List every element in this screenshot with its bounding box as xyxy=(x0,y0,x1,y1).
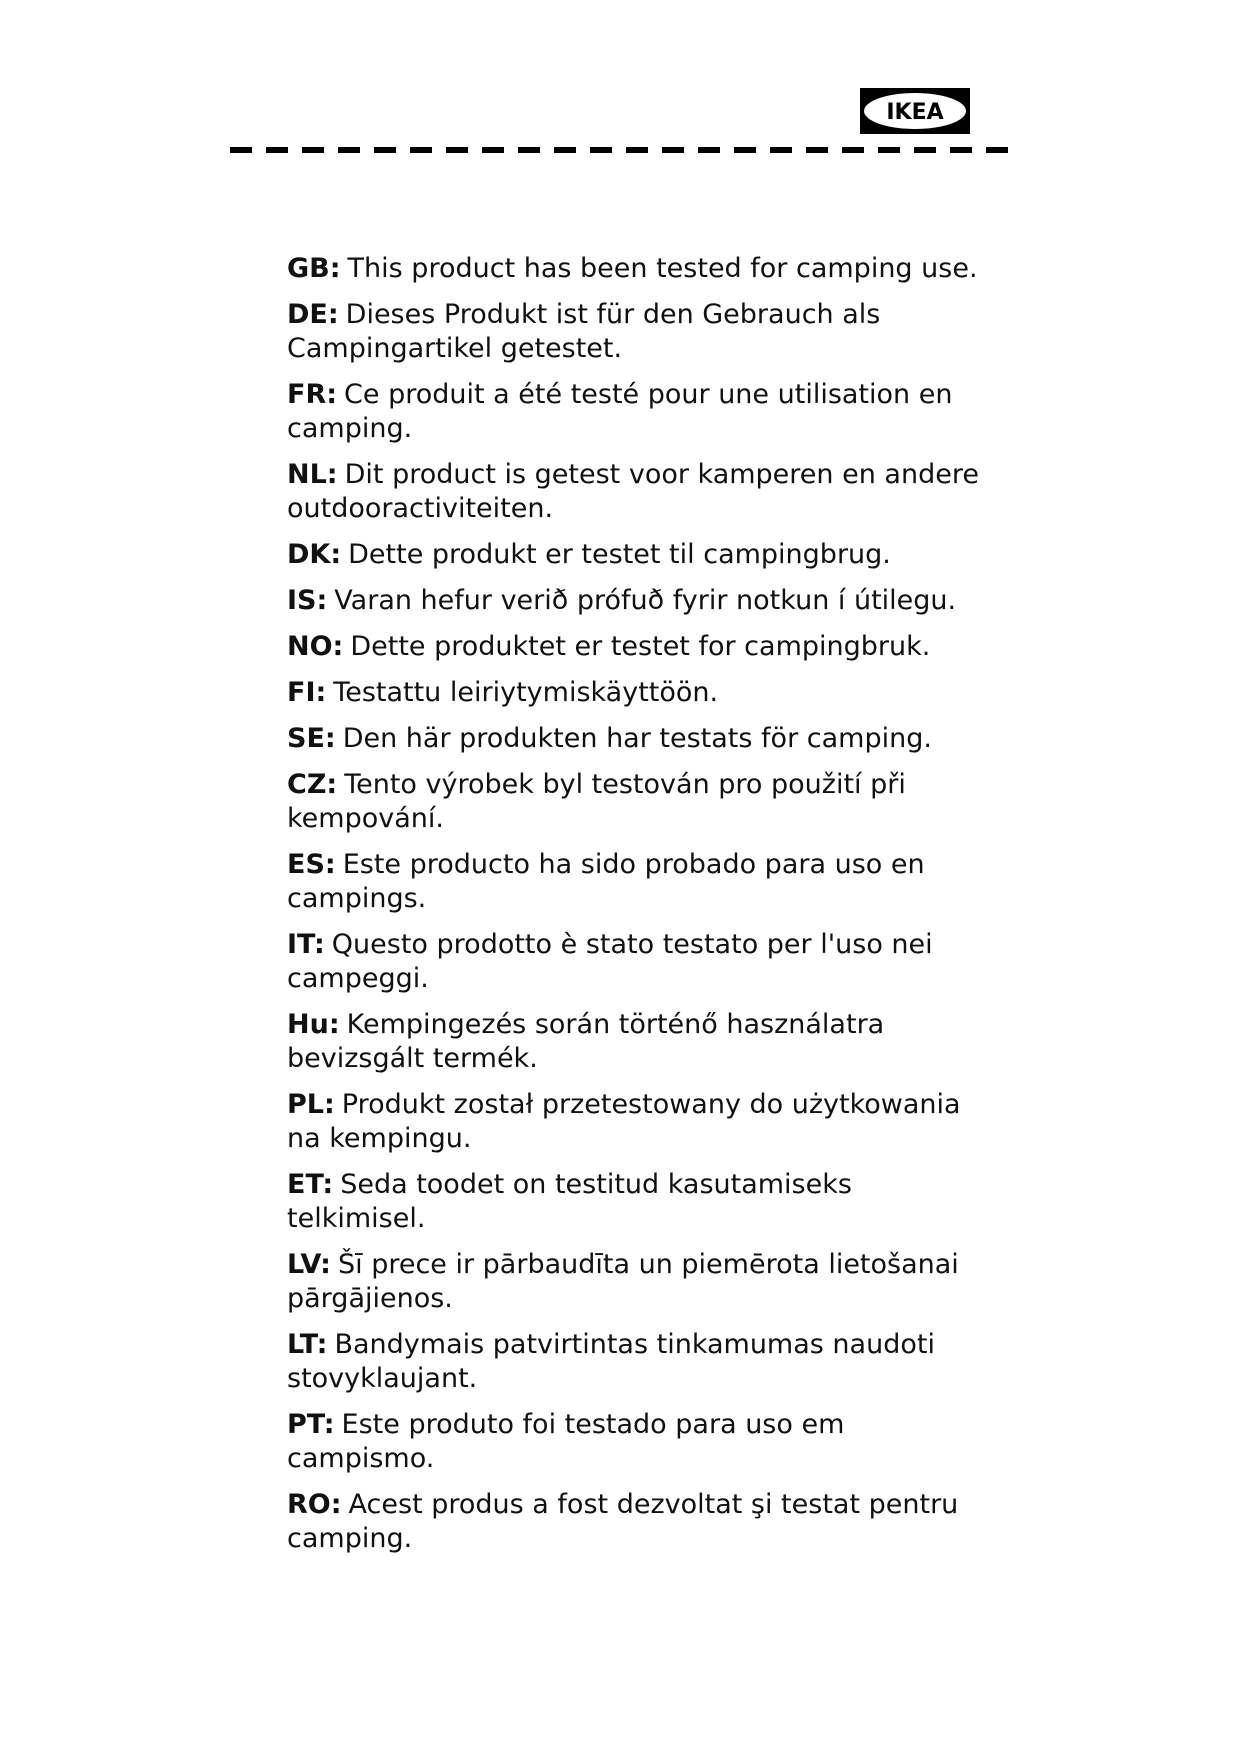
statement-text: Kempingezés során történő használatra bevizsgált termék. xyxy=(287,1009,885,1074)
ikea-logo-icon xyxy=(860,88,970,134)
language-statement xyxy=(287,538,997,572)
language-statement xyxy=(287,1408,997,1476)
statement-text: Este produto foi testado para uso em campismo. xyxy=(287,1409,845,1474)
statement-text: Seda toodet on testitud kasutamiseks telkimisel. xyxy=(287,1169,852,1234)
language-code: PL: xyxy=(287,1089,335,1120)
language-statement xyxy=(287,1168,997,1236)
language-code: RO: xyxy=(287,1489,342,1520)
language-code: Hu: xyxy=(287,1009,340,1040)
language-statement xyxy=(287,722,997,756)
statement-text: Produkt został przetestowany do użytkowania na kempingu. xyxy=(287,1089,961,1154)
statement-text: Testattu leiriytymiskäyttöön. xyxy=(333,677,719,708)
language-code: FR: xyxy=(287,379,338,410)
statement-text: Dieses Produkt ist für den Gebrauch als Campingartikel getestet. xyxy=(287,299,881,364)
language-statement xyxy=(287,768,997,836)
language-code: SE: xyxy=(287,723,336,754)
statement-text: Dette produktet er testet for campingbruk. xyxy=(350,631,931,662)
statement-text: Acest produs a fost dezvoltat şi testat pentru camping. xyxy=(287,1489,959,1554)
language-code: ES: xyxy=(287,849,336,880)
language-code: IT: xyxy=(287,929,325,960)
language-code: GB: xyxy=(287,253,341,284)
statement-text: This product has been tested for camping use. xyxy=(347,253,978,284)
language-code: ET: xyxy=(287,1169,334,1200)
language-code: IS: xyxy=(287,585,328,616)
language-code: FI: xyxy=(287,677,327,708)
language-code: DK: xyxy=(287,539,342,570)
dashed-divider xyxy=(230,145,1022,155)
language-statement xyxy=(287,298,997,366)
language-code: LT: xyxy=(287,1329,328,1360)
language-statement xyxy=(287,252,997,286)
language-statement-list xyxy=(287,252,997,1568)
language-statement xyxy=(287,1008,997,1076)
statement-text: Ce produit a été testé pour une utilisation en camping. xyxy=(287,379,953,444)
language-statement xyxy=(287,1488,997,1556)
statement-text: Este producto ha sido probado para uso en campings. xyxy=(287,849,925,914)
language-code: NL: xyxy=(287,459,338,490)
language-code: LV: xyxy=(287,1249,331,1280)
language-statement xyxy=(287,584,997,618)
language-code: CZ: xyxy=(287,769,338,800)
ikea-logo-text: IKEA xyxy=(886,100,944,125)
language-statement xyxy=(287,848,997,916)
language-statement xyxy=(287,1248,997,1316)
language-statement xyxy=(287,1088,997,1156)
language-statement xyxy=(287,378,997,446)
statement-text: Varan hefur verið prófuð fyrir notkun í útilegu. xyxy=(334,585,957,616)
language-statement xyxy=(287,676,997,710)
language-code: PT: xyxy=(287,1409,335,1440)
statement-text: Den här produkten har testats för camping. xyxy=(342,723,932,754)
statement-text: Bandymais patvirtintas tinkamumas naudoti stovyklaujant. xyxy=(287,1329,935,1394)
language-code: NO: xyxy=(287,631,344,662)
ikea-logo xyxy=(860,88,970,134)
statement-text: Questo prodotto è stato testato per l'uso nei campeggi. xyxy=(287,929,933,994)
language-code: DE: xyxy=(287,299,339,330)
language-statement xyxy=(287,1328,997,1396)
statement-text: Dit product is getest voor kamperen en andere outdooractiviteiten. xyxy=(287,459,979,524)
language-statement xyxy=(287,630,997,664)
statement-text: Dette produkt er testet til campingbrug. xyxy=(348,539,891,570)
language-statement xyxy=(287,458,997,526)
statement-text: Tento výrobek byl testován pro použití při kempování. xyxy=(287,769,906,834)
language-statement xyxy=(287,928,997,996)
statement-text: Šī prece ir pārbaudīta un piemērota lietošanai pārgājienos. xyxy=(287,1249,959,1314)
